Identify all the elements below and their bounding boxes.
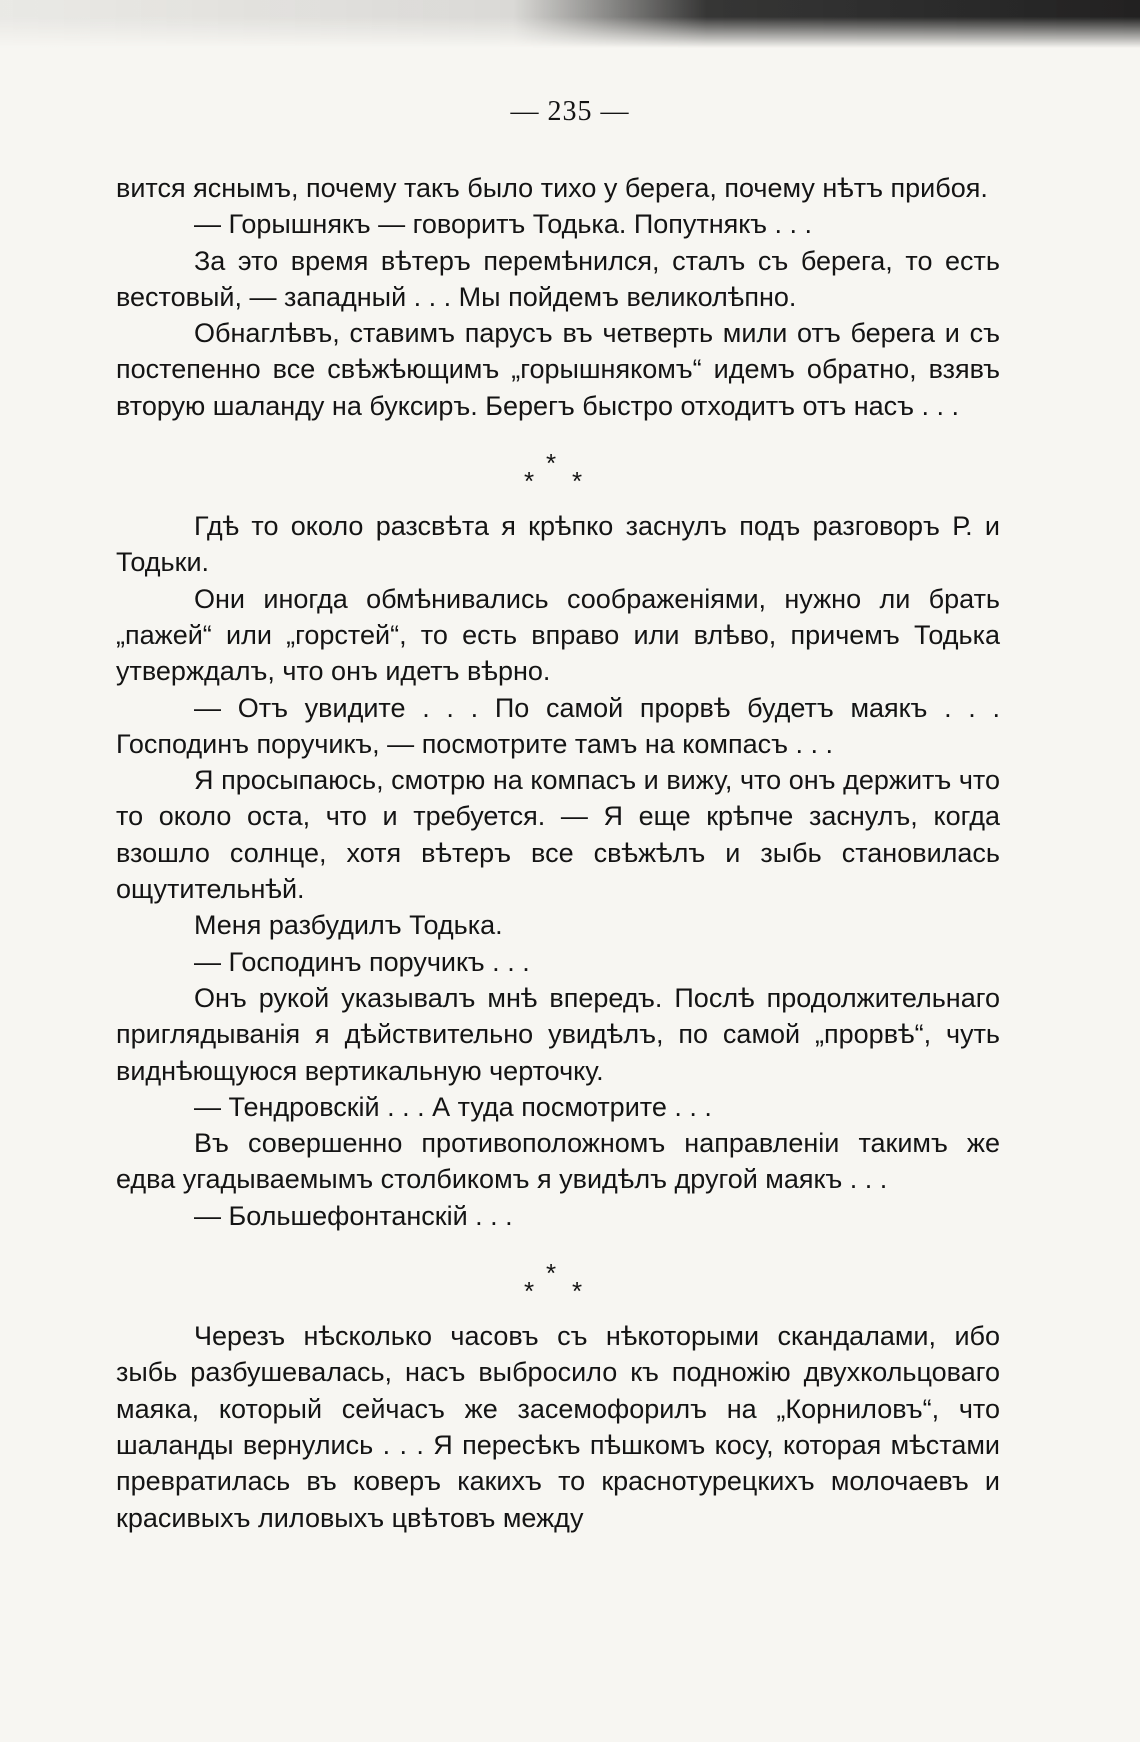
paragraph: Въ совершенно противоположномъ направленіи такимъ же едва угадываемымъ столбикомъ я увидѣлъ другой маякъ . . . [116, 1128, 1000, 1195]
paragraph: — Отъ увидите . . . По самой прорвѣ будетъ маякъ . . . Господинъ поручикъ, — посмотрите тамъ на компасъ . . . [116, 692, 1000, 759]
paragraph: Черезъ нѣсколько часовъ съ нѣкоторыми скандалами, ибо зыбь разбушевалась, насъ выбросило къ подножію двухкольцоваго маяка, который сейчасъ же засемофорилъ на „Корниловъ“, что шаланды вернулись . . . Я пересѣкъ пѣшкомъ косу, которая мѣстами превратилась въ коверъ какихъ то краснотурецкихъ молочаевъ и красивыхъ лиловыхъ цвѣтовъ между [116, 1321, 1000, 1533]
asterisk: * [524, 466, 535, 497]
section-break-asterism [116, 1234, 1000, 1318]
paragraph: — Горышнякъ — говоритъ Тодька. Попутнякъ . . . [194, 209, 812, 240]
paragraph: — Господинъ поручикъ . . . [194, 946, 530, 977]
asterisk: * [546, 448, 557, 479]
page-number: — 235 — [510, 96, 630, 127]
paragraph: За это время вѣтеръ перемѣнился, сталъ съ берега, то есть вестовый, — западный . . . Мы пойдемъ великолѣпно. [116, 245, 1000, 312]
paragraph: Гдѣ то около разсвѣта я крѣпко заснулъ подъ разговоръ Р. и Тодьки. [116, 511, 1000, 578]
paragraph: — Тендровскій . . . А туда посмотрите . . . [194, 1091, 712, 1122]
section-break-asterism [116, 424, 1000, 508]
paragraph: Обнаглѣвъ, ставимъ парусъ въ четверть мили отъ берега и съ постепенно все свѣжѣющимъ „горышнякомъ“ идемъ обратно, взявъ вторую шаланду на буксиръ. Берегъ быстро отходитъ отъ насъ . . . [116, 318, 1000, 421]
paragraph: Меня разбудилъ Тодька. [194, 910, 503, 941]
asterisk: * [572, 1276, 583, 1307]
paragraph: Онъ рукой указывалъ мнѣ впередъ. Послѣ продолжительнаго приглядыванія я дѣйствительно увидѣлъ, по самой „прорвѣ“, чуть виднѣющуюся вертикальную черточку. [116, 982, 1000, 1086]
paragraph: Они иногда обмѣнивались соображеніями, нужно ли брать „пажей“ или „горстей“, то есть вправо или влѣво, причемъ Тодька утверждалъ, что онъ идетъ вѣрно. [116, 583, 1000, 687]
asterisk: * [546, 1258, 557, 1289]
paragraph: — Большефонтанскій . . . [194, 1200, 513, 1231]
asterisk: * [572, 466, 583, 497]
asterisk: * [524, 1276, 535, 1307]
page-body [116, 170, 1000, 1536]
paragraph: Я просыпаюсь, смотрю на компасъ и вижу, что онъ держитъ что то около оста, что и требуется. — Я еще крѣпче заснулъ, когда взошло солнце, хотя вѣтеръ все свѣжѣлъ и зыбь становилась ощутительнѣй. [116, 765, 1000, 905]
scan-top-edge-shadow [0, 0, 1140, 48]
paragraph: вится яснымъ, почему такъ было тихо у берега, почему нѣтъ прибоя. [116, 173, 988, 203]
